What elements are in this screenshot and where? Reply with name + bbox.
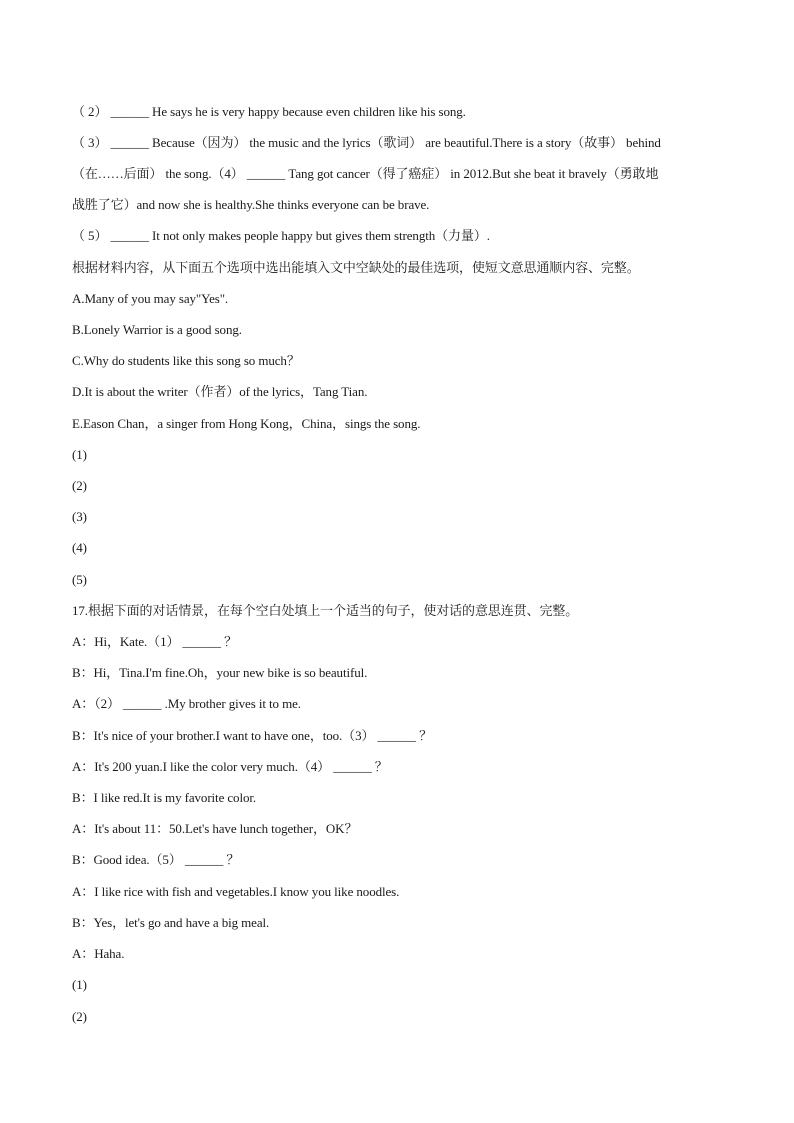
dialogue-line-11: A：Haha. — [72, 946, 125, 961]
passage-line-3: （在……后面） the song.（4） ______ Tang got cancer（得了癌症） in 2012.But she beat it bravely（勇敢地 — [72, 166, 659, 181]
q16-option-b: B.Lonely Warrior is a good song. — [72, 322, 242, 337]
q16-option-e: E.Eason Chan，a singer from Hong Kong，China，sings the song. — [72, 416, 421, 431]
q17-answer-2: (2) — [72, 1009, 87, 1024]
q16-answer-1: (1) — [72, 447, 87, 462]
dialogue-line-6: B：I like red.It is my favorite color. — [72, 790, 257, 805]
q16-answer-4: (4) — [72, 540, 87, 555]
passage-line-4: 战胜了它）and now she is healthy.She thinks everyone can be brave. — [72, 197, 430, 212]
q16-answer-3: (3) — [72, 509, 87, 524]
passage-line-1: （ 2） ______ He says he is very happy because even children like his song. — [72, 104, 466, 119]
q16-instruction: 根据材料内容，从下面五个选项中选出能填入文中空缺处的最佳选项，使短文意思通顺内容、完整。 — [72, 260, 640, 275]
dialogue-line-1: A：Hi，Kate.（1） ______ ？ — [72, 634, 237, 649]
q16-option-c: C.Why do students like this song so much？ — [72, 353, 300, 368]
dialogue-line-3: A：（2） ______ .My brother gives it to me. — [72, 696, 301, 711]
dialogue-line-2: B：Hi，Tina.I'm fine.Oh，your new bike is so beautiful. — [72, 665, 368, 680]
q17-answer-1: (1) — [72, 977, 87, 992]
dialogue-line-9: A：I like rice with fish and vegetables.I know you like noodles. — [72, 884, 400, 899]
passage-line-2: （ 3） ______ Because（因为） the music and the lyrics（歌词） are beautiful.There is a story（故事） behind — [72, 135, 661, 150]
dialogue-line-5: A：It's 200 yuan.I like the color very much.（4） ______ ？ — [72, 759, 388, 774]
q17-title: 17.根据下面的对话情景，在每个空白处填上一个适当的句子，使对话的意思连贯、完整。 — [72, 603, 579, 618]
q16-option-a: A.Many of you may say"Yes". — [72, 291, 229, 306]
q16-answer-5: (5) — [72, 572, 87, 587]
dialogue-line-10: B：Yes，let's go and have a big meal. — [72, 915, 270, 930]
q16-answer-2: (2) — [72, 478, 87, 493]
dialogue-line-7: A：It's about 11：50.Let's have lunch together，OK？ — [72, 821, 358, 836]
passage-line-5: （ 5） ______ It not only makes people happy but gives them strength（力量）. — [72, 228, 490, 243]
q16-option-d: D.It is about the writer（作者）of the lyrics，Tang Tian. — [72, 384, 368, 399]
dialogue-line-8: B：Good idea.（5） ______ ？ — [72, 852, 240, 867]
dialogue-line-4: B：It's nice of your brother.I want to have one，too.（3） ______ ？ — [72, 728, 432, 743]
